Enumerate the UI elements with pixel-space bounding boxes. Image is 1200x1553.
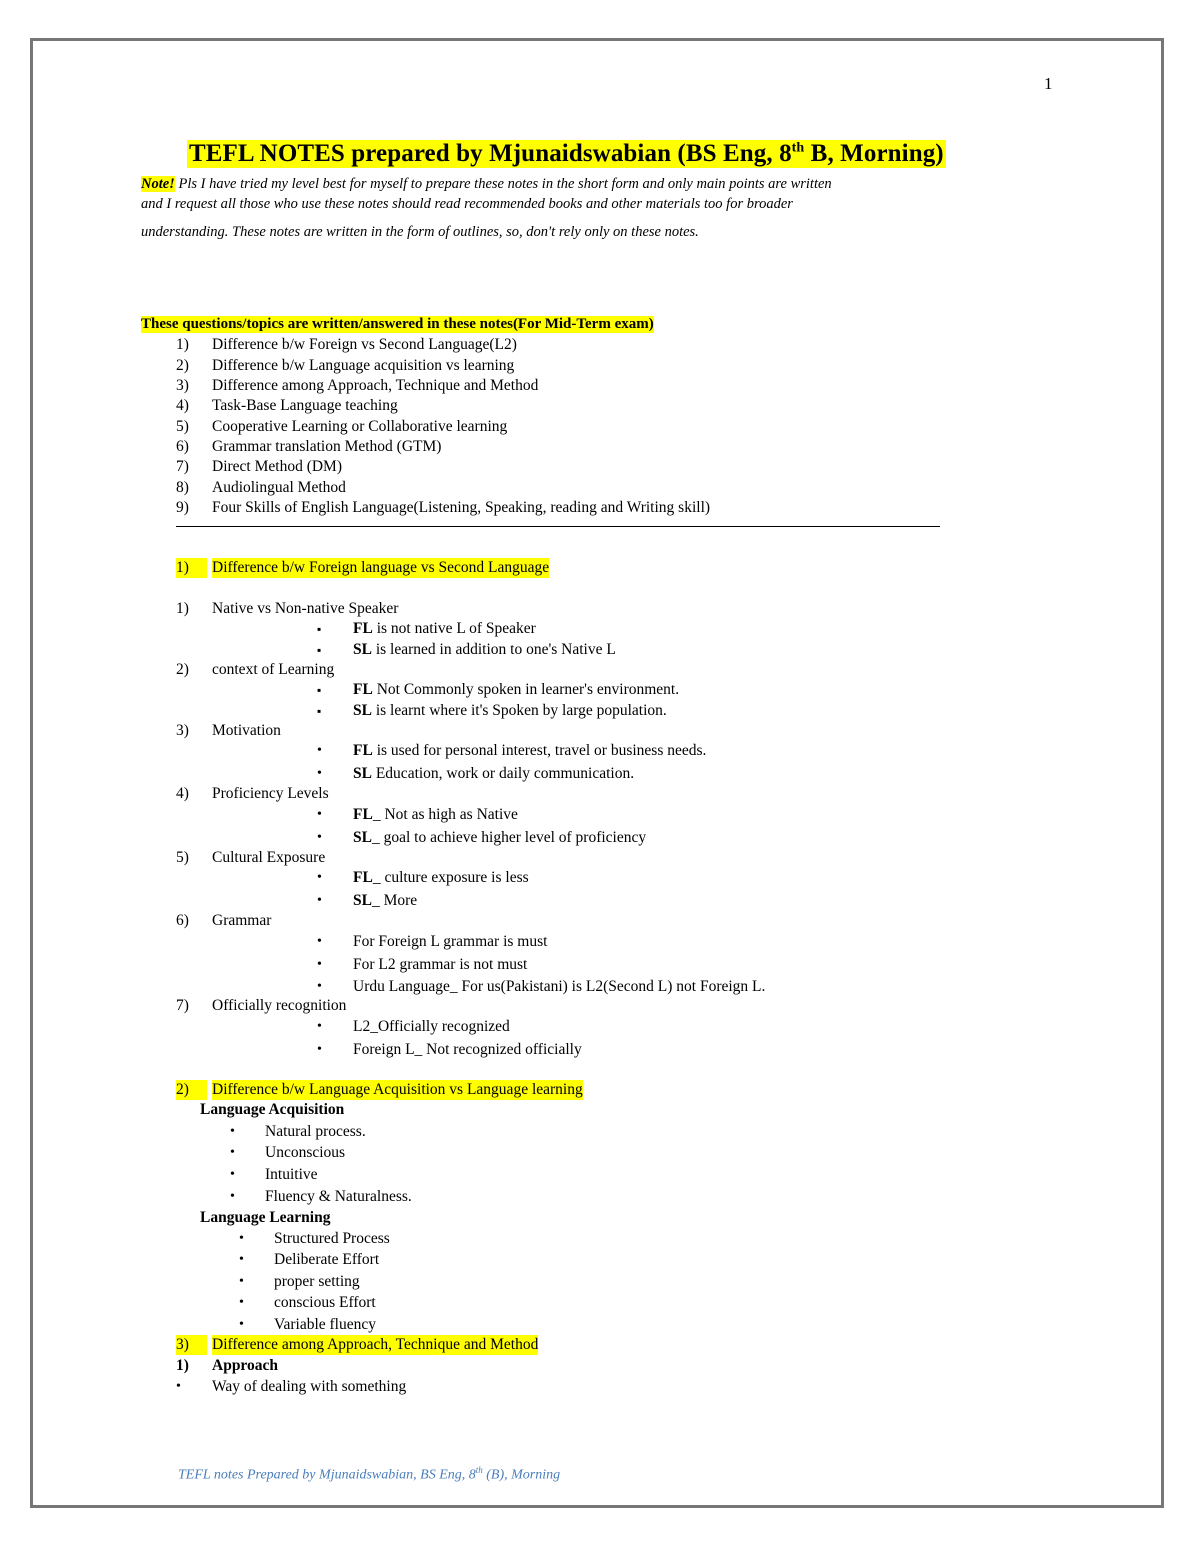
bullet-icon: ▪: [317, 704, 322, 718]
topic-item-text: Four Skills of English Language(Listening, Speaking, reading and Writing skill): [212, 499, 711, 516]
topic-item-number: 9): [176, 499, 189, 516]
topic-item-number: 6): [176, 438, 189, 455]
bullet-icon: •: [230, 1124, 235, 1139]
approach-bullet: Way of dealing with something: [212, 1378, 407, 1395]
section1-subitem: [353, 764, 634, 784]
subitem-text: Not Commonly spoken in learner's environment.: [372, 681, 680, 698]
topic-item-number: 8): [176, 479, 189, 496]
bullet-icon: ▪: [317, 622, 322, 636]
topics-heading: These questions/topics are written/answered in these notes(For Mid-Term exam): [141, 316, 654, 332]
subitem-text: _ Not as high as Native: [372, 806, 518, 823]
footer-superscript: th: [475, 1465, 483, 1475]
bullet-icon: •: [239, 1231, 244, 1246]
section3-heading-number: 3): [176, 1335, 207, 1355]
section1-item-number: 3): [176, 722, 189, 739]
bullet-icon: ▪: [317, 643, 322, 657]
acquisition-item: Fluency & Naturalness.: [265, 1188, 412, 1205]
section1-subitem: [353, 1017, 510, 1037]
note-line-1: Pls I have tried my level best for myself to prepare these notes in the short form and only main points are written: [174, 176, 832, 192]
subitem-text: Urdu Language_ For us(Pakistani) is L2(Second L) not Foreign L.: [353, 978, 766, 995]
section1-item-text: Native vs Non-native Speaker: [212, 600, 399, 617]
bullet-icon: •: [176, 1379, 181, 1394]
subitem-text: _ goal to achieve higher level of proficiency: [371, 829, 647, 846]
subitem-text: For Foreign L grammar is must: [353, 933, 548, 950]
note-line-3: understanding. These notes are written in the form of outlines, so, don't rely only on these notes.: [141, 224, 699, 240]
bullet-icon: •: [317, 979, 322, 994]
topic-item-text: Cooperative Learning or Collaborative learning: [212, 418, 508, 435]
subitem-label: FL: [353, 620, 373, 637]
section1-subitem: [353, 1040, 582, 1060]
subitem-label: SL: [353, 641, 372, 658]
section2-heading-number: 2): [176, 1080, 207, 1100]
learning-item: Deliberate Effort: [274, 1251, 380, 1268]
note-label: Note!: [141, 176, 175, 192]
bullet-icon: ▪: [317, 683, 322, 697]
section1-item-number: 5): [176, 849, 189, 866]
bullet-icon: •: [239, 1252, 244, 1267]
section2-heading-text: Difference b/w Language Acquisition vs Language learning: [212, 1081, 583, 1098]
section1-heading-number: 1): [176, 558, 207, 578]
subitem-text: _ culture exposure is less: [372, 869, 529, 886]
subitem-label: FL: [353, 869, 373, 886]
section1-subitem: [353, 955, 527, 975]
topic-item-number: 1): [176, 336, 189, 353]
acquisition-item: Unconscious: [265, 1144, 346, 1161]
bullet-icon: •: [317, 766, 322, 781]
section1-item-text: Proficiency Levels: [212, 785, 329, 802]
section1-subitem: [353, 741, 706, 761]
acquisition-heading: Language Acquisition: [200, 1101, 345, 1118]
bullet-icon: •: [317, 807, 322, 822]
section1-subitem: [353, 891, 417, 911]
learning-item: proper setting: [274, 1273, 360, 1290]
section1-subitem: [353, 680, 679, 700]
section1-item-number: 6): [176, 912, 189, 929]
footer-text-end: (B), Morning: [482, 1467, 561, 1483]
subitem-label: SL: [353, 702, 372, 719]
section1-item-text: Officially recognition: [212, 997, 347, 1014]
bullet-icon: •: [239, 1295, 244, 1310]
page-footer: [178, 1465, 560, 1484]
subitem-label: SL: [353, 765, 372, 782]
title-superscript: th: [791, 140, 805, 156]
bullet-icon: •: [230, 1145, 235, 1160]
topic-item-text: Difference b/w Foreign vs Second Language(L2): [212, 336, 517, 353]
section1-item-text: Grammar: [212, 912, 272, 929]
note-line-2: and I request all those who use these notes should read recommended books and other materials too for broader: [141, 196, 793, 212]
topic-item-number: 2): [176, 357, 189, 374]
horizontal-rule: [176, 526, 940, 527]
topic-item-text: Task-Base Language teaching: [212, 397, 398, 414]
subitem-label: SL: [353, 892, 372, 909]
intro-note: [141, 174, 1061, 242]
topic-item-number: 3): [176, 377, 189, 394]
page-number: 1: [1044, 74, 1053, 93]
section1-subitem: [353, 977, 765, 997]
bullet-icon: •: [317, 893, 322, 908]
section1-subitem: [353, 868, 529, 888]
subitem-text: is used for personal interest, travel or business needs.: [372, 742, 707, 759]
section1-item-number: 4): [176, 785, 189, 802]
section1-subitem: [353, 701, 667, 721]
topic-item-text: Audiolingual Method: [212, 479, 346, 496]
section1-item-text: Motivation: [212, 722, 281, 739]
topic-item-text: Grammar translation Method (GTM): [212, 438, 442, 455]
bullet-icon: •: [317, 957, 322, 972]
subitem-label: FL: [353, 681, 373, 698]
bullet-icon: •: [317, 934, 322, 949]
subitem-text: is learnt where it's Spoken by large population.: [371, 702, 667, 719]
approach-heading-number: 1): [176, 1357, 189, 1374]
section1-subitem: [353, 805, 518, 825]
topic-item-text: Direct Method (DM): [212, 458, 342, 475]
subitem-text: Education, work or daily communication.: [371, 765, 635, 782]
section1-item-text: Cultural Exposure: [212, 849, 326, 866]
bullet-icon: •: [239, 1274, 244, 1289]
section3-heading-text: Difference among Approach, Technique and Method: [212, 1336, 539, 1353]
acquisition-item: Natural process.: [265, 1123, 366, 1140]
bullet-icon: •: [317, 870, 322, 885]
learning-item: Variable fluency: [274, 1316, 376, 1333]
subitem-text: _ More: [371, 892, 418, 909]
bullet-icon: •: [239, 1317, 244, 1332]
topic-item-text: Difference among Approach, Technique and Method: [212, 377, 539, 394]
topic-item-number: 5): [176, 418, 189, 435]
bullet-icon: •: [230, 1167, 235, 1182]
bullet-icon: •: [317, 830, 322, 845]
footer-text: TEFL notes Prepared by Mjunaidswabian, BS Eng, 8: [178, 1467, 476, 1483]
subitem-text: For L2 grammar is not must: [353, 956, 528, 973]
section1-item-number: 1): [176, 600, 189, 617]
bullet-icon: •: [317, 1042, 322, 1057]
subitem-text: is learned in addition to one's Native L: [371, 641, 616, 658]
topic-item-number: 7): [176, 458, 189, 475]
title-text-end: B, Morning): [804, 140, 944, 167]
learning-item: Structured Process: [274, 1230, 390, 1247]
subitem-text: Foreign L_ Not recognized officially: [353, 1041, 582, 1058]
approach-heading-text: Approach: [212, 1357, 279, 1374]
learning-item: conscious Effort: [274, 1294, 376, 1311]
bullet-icon: •: [317, 1019, 322, 1034]
subitem-label: FL: [353, 806, 373, 823]
section1-subitem: [353, 619, 536, 639]
subitem-label: SL: [353, 829, 372, 846]
topic-item-number: 4): [176, 397, 189, 414]
section1-item-text: context of Learning: [212, 661, 335, 678]
bullet-icon: •: [317, 743, 322, 758]
subitem-text: is not native L of Speaker: [372, 620, 536, 637]
acquisition-item: Intuitive: [265, 1166, 318, 1183]
section1-subitem: [353, 640, 616, 660]
title-text: TEFL NOTES prepared by Mjunaidswabian (BS Eng, 8: [189, 140, 792, 167]
section1-heading-text: Difference b/w Foreign language vs Second Language: [212, 559, 550, 576]
subitem-label: FL: [353, 742, 373, 759]
learning-heading: Language Learning: [200, 1209, 331, 1226]
section1-item-number: 2): [176, 661, 189, 678]
subitem-text: L2_Officially recognized: [353, 1018, 510, 1035]
section1-subitem: [353, 932, 547, 952]
section1-item-number: 7): [176, 997, 189, 1014]
topic-item-text: Difference b/w Language acquisition vs learning: [212, 357, 515, 374]
section1-subitem: [353, 828, 646, 848]
bullet-icon: •: [230, 1189, 235, 1204]
document-title: [187, 140, 946, 168]
